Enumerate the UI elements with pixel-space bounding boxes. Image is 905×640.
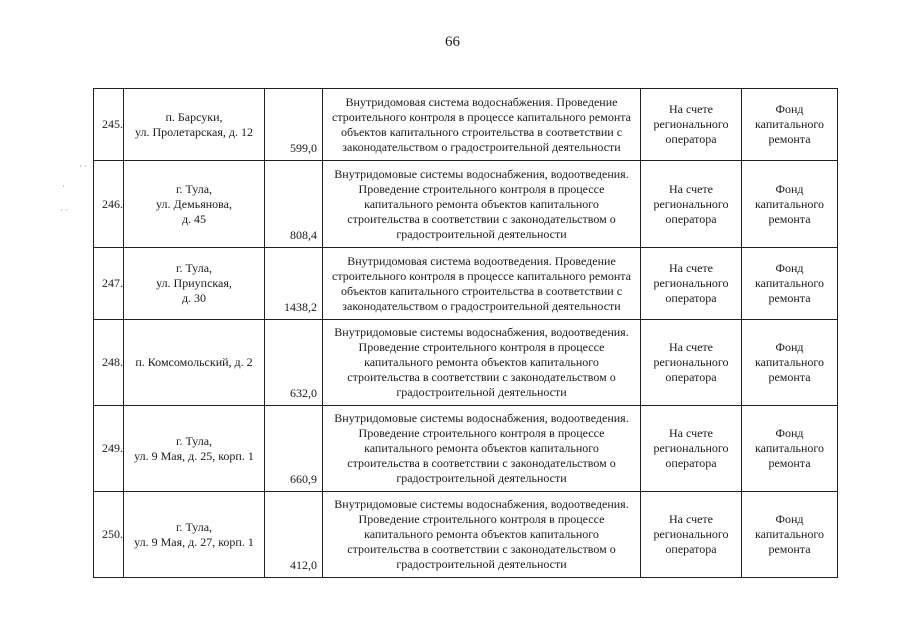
table-row bbox=[94, 161, 838, 248]
works-table bbox=[93, 88, 838, 578]
description-cell: Внутридомовые системы водоснабжения, водоотведения. Проведение строительного контроля в процессе капитального ремонта объектов капитального строительства в соответствии с законодательством о градостроительной деятельности bbox=[323, 161, 641, 248]
funding-source-cell: Фонд капитального ремонта bbox=[742, 248, 838, 320]
row-number: 250. bbox=[94, 492, 124, 578]
area-cell: 632,0 bbox=[265, 320, 323, 406]
description-cell: Внутридомовые системы водоснабжения, водоотведения. Проведение строительного контроля в процессе капитального ремонта объектов капитального строительства в соответствии с законодательством о градостроительной деятельности bbox=[323, 492, 641, 578]
table-row bbox=[94, 492, 838, 578]
customer-cell: На счете регионального оператора bbox=[641, 406, 742, 492]
scan-speck: · · bbox=[60, 205, 69, 215]
address-cell bbox=[124, 89, 265, 161]
customer-cell: На счете регионального оператора bbox=[641, 492, 742, 578]
row-number: 247. bbox=[94, 248, 124, 320]
area-cell: 1438,2 bbox=[265, 248, 323, 320]
address-cell bbox=[124, 161, 265, 248]
address-line: п. Комсомольский, д. 2 bbox=[135, 355, 253, 369]
address-line: г. Тула, bbox=[175, 519, 213, 534]
area-cell: 808,4 bbox=[265, 161, 323, 248]
funding-source-cell: Фонд капитального ремонта bbox=[742, 161, 838, 248]
address-line: ул. 9 Мая, д. 25, корп. 1 bbox=[134, 448, 254, 463]
address-line: д. 45 bbox=[181, 211, 207, 226]
address-line: г. Тула, bbox=[175, 181, 213, 196]
address-line: ул. Демьянова, bbox=[156, 196, 232, 211]
table-row bbox=[94, 248, 838, 320]
address-line: д. 30 bbox=[181, 291, 207, 305]
description-cell: Внутридомовая система водоотведения. Проведение строительного контроля в процессе капитального ремонта объектов капитального строительства в соответствии с законодательством о градостроительной деятельности bbox=[323, 248, 641, 320]
page-number: 66 bbox=[445, 34, 460, 50]
scan-speck: · bbox=[62, 181, 65, 191]
row-number: 249. bbox=[94, 406, 124, 492]
funding-source-cell: Фонд капитального ремонта bbox=[742, 492, 838, 578]
description-cell: Внутридомовая система водоснабжения. Проведение строительного контроля в процессе капитального ремонта объектов капитального строительства в соответствии с законодательством о градостроительной деятельности bbox=[323, 89, 641, 161]
customer-cell: На счете регионального оператора bbox=[641, 320, 742, 406]
customer-cell: На счете регионального оператора bbox=[641, 161, 742, 248]
address-line: г. Тула, bbox=[175, 261, 213, 275]
row-number: 246. bbox=[94, 161, 124, 248]
area-cell: 660,9 bbox=[265, 406, 323, 492]
table-row bbox=[94, 320, 838, 406]
table-row bbox=[94, 89, 838, 161]
description-cell: Внутридомовые системы водоснабжения, водоотведения. Проведение строительного контроля в процессе капитального ремонта объектов капитального строительства в соответствии с законодательством о градостроительной деятельности bbox=[323, 320, 641, 406]
funding-source-cell: Фонд капитального ремонта bbox=[742, 89, 838, 161]
table-row bbox=[94, 406, 838, 492]
row-number: 248. bbox=[94, 320, 124, 406]
address-line: ул. 9 Мая, д. 27, корп. 1 bbox=[134, 534, 254, 549]
description-cell: Внутридомовые системы водоснабжения, водоотведения. Проведение строительного контроля в процессе капитального ремонта объектов капитального строительства в соответствии с законодательством о градостроительной деятельности bbox=[323, 406, 641, 492]
funding-source-cell: Фонд капитального ремонта bbox=[742, 406, 838, 492]
area-cell: 412,0 bbox=[265, 492, 323, 578]
address-cell bbox=[124, 248, 265, 320]
address-cell bbox=[124, 320, 265, 406]
address-line: п. Барсуки, bbox=[165, 109, 223, 124]
address-cell bbox=[124, 492, 265, 578]
address-line: ул. Пролетарская, д. 12 bbox=[135, 124, 253, 139]
address-cell bbox=[124, 406, 265, 492]
area-cell: 599,0 bbox=[265, 89, 323, 161]
row-number: 245. bbox=[94, 89, 124, 161]
customer-cell: На счете регионального оператора bbox=[641, 248, 742, 320]
address-line: г. Тула, bbox=[175, 433, 213, 448]
funding-source-cell: Фонд капитального ремонта bbox=[742, 320, 838, 406]
scan-speck: · · bbox=[79, 161, 88, 171]
address-line: ул. Приупская, bbox=[156, 276, 232, 290]
customer-cell: На счете регионального оператора bbox=[641, 89, 742, 161]
